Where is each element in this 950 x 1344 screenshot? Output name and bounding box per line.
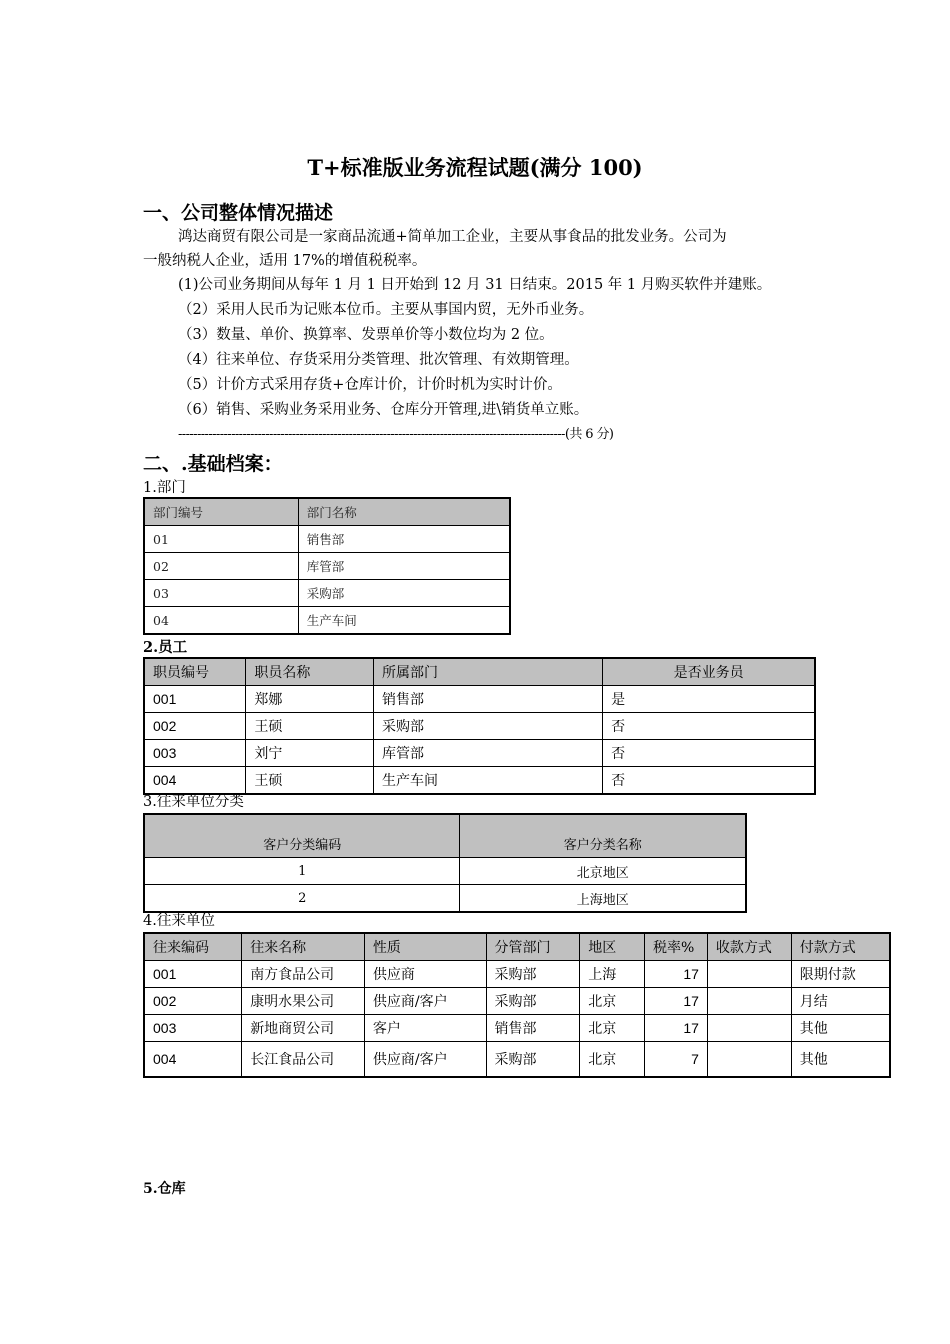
table-cell: 南方食品公司	[242, 961, 365, 988]
table-cell: 否	[603, 767, 815, 795]
table-cell: 02	[144, 553, 298, 580]
table-cell: 17	[644, 988, 707, 1015]
score-line: ------------------------------------------------------------------------------------------------------(共 6 分)	[178, 427, 614, 442]
table-cell: 王硕	[246, 713, 374, 740]
table-cell	[707, 961, 791, 988]
warehouse-label: 5.仓库	[143, 1181, 186, 1197]
header-cell: 客户分类名称	[460, 814, 746, 858]
partners-table	[143, 932, 891, 1078]
table-cell: 生产车间	[374, 767, 603, 795]
info-item-6: （6）销售、采购业务采用业务、仓库分开管理,进\销货单立账。	[178, 402, 589, 418]
table-cell: 002	[144, 988, 242, 1015]
table-cell: 03	[144, 580, 298, 607]
table-cell: 001	[144, 686, 246, 713]
dept-table	[143, 497, 511, 635]
table-cell: 其他	[791, 1015, 890, 1042]
table-cell: 长江食品公司	[242, 1042, 365, 1078]
table-cell: 04	[144, 607, 298, 635]
staff-table	[143, 657, 816, 795]
table-header-row	[144, 933, 890, 961]
table-cell: 北京	[580, 1015, 645, 1042]
info-item-5: （5）计价方式采用存货+仓库计价，计价时机为实时计价。	[178, 377, 562, 393]
table-cell: 库管部	[374, 740, 603, 767]
table-cell: 刘宁	[246, 740, 374, 767]
header-cell: 所属部门	[374, 658, 603, 686]
table-cell: 其他	[791, 1042, 890, 1078]
table-cell: 王硕	[246, 767, 374, 795]
header-cell: 往来编码	[144, 933, 242, 961]
table-cell	[707, 1015, 791, 1042]
table-row	[144, 767, 815, 795]
table-cell: 北京	[580, 988, 645, 1015]
table-cell: 北京	[580, 1042, 645, 1078]
table-cell: 供应商	[364, 961, 486, 988]
table-cell: 17	[644, 961, 707, 988]
table-cell: 销售部	[486, 1015, 580, 1042]
header-cell: 税率%	[644, 933, 707, 961]
table-cell: 限期付款	[791, 961, 890, 988]
intro-line-2: 一般纳税人企业，适用 17%的增值税税率。	[143, 253, 427, 269]
partner-class-table	[143, 813, 747, 913]
table-row	[144, 607, 510, 635]
table-cell: 003	[144, 1015, 242, 1042]
table-cell: 采购部	[374, 713, 603, 740]
header-cell: 分管部门	[486, 933, 580, 961]
header-cell: 职员名称	[246, 658, 374, 686]
table-cell: 销售部	[298, 526, 510, 553]
info-item-2: （2）采用人民币为记账本位币。主要从事国内贸，无外币业务。	[178, 302, 594, 318]
table-cell: 004	[144, 767, 246, 795]
table-cell: 新地商贸公司	[242, 1015, 365, 1042]
table-cell: 17	[644, 1015, 707, 1042]
table-row	[144, 988, 890, 1015]
table-cell: 康明水果公司	[242, 988, 365, 1015]
dept-label: 1.部门	[143, 480, 186, 496]
table-cell: 是	[603, 686, 815, 713]
page-title: T+标准版业务流程试题(满分 100)	[307, 155, 643, 180]
table-cell: 否	[603, 740, 815, 767]
intro-line-1: 鸿达商贸有限公司是一家商品流通+简单加工企业，主要从事食品的批发业务。公司为	[178, 229, 727, 245]
table-cell: 004	[144, 1042, 242, 1078]
table-cell: 7	[644, 1042, 707, 1078]
partner-class-label: 3.往来单位分类	[143, 794, 244, 810]
table-cell: 002	[144, 713, 246, 740]
table-row	[144, 740, 815, 767]
table-cell: 上海地区	[460, 885, 746, 913]
info-item-3: （3）数量、单价、换算率、发票单价等小数位均为 2 位。	[178, 327, 554, 343]
table-cell: 北京地区	[460, 858, 746, 885]
table-row	[144, 885, 746, 913]
table-cell: 库管部	[298, 553, 510, 580]
table-cell: 供应商/客户	[364, 1042, 486, 1078]
table-cell: 销售部	[374, 686, 603, 713]
table-cell	[707, 1042, 791, 1078]
table-cell: 供应商/客户	[364, 988, 486, 1015]
table-cell: 月结	[791, 988, 890, 1015]
table-cell: 采购部	[486, 988, 580, 1015]
header-cell: 客户分类编码	[144, 814, 460, 858]
section1-heading: 一、公司整体情况描述	[143, 202, 334, 224]
table-cell: 001	[144, 961, 242, 988]
header-cell: 是否业务员	[603, 658, 815, 686]
table-cell: 采购部	[486, 1042, 580, 1078]
info-item-4: （4）往来单位、存货采用分类管理、批次管理、有效期管理。	[178, 352, 579, 368]
table-cell	[707, 988, 791, 1015]
table-cell: 1	[144, 858, 460, 885]
header-cell: 地区	[580, 933, 645, 961]
partners-label: 4.往来单位	[143, 913, 215, 929]
header-cell: 收款方式	[707, 933, 791, 961]
table-row	[144, 553, 510, 580]
table-cell: 采购部	[486, 961, 580, 988]
table-row	[144, 1015, 890, 1042]
table-header-row	[144, 658, 815, 686]
header-cell: 部门名称	[298, 498, 510, 526]
info-item-1: (1)公司业务期间从每年 1 月 1 日开始到 12 月 31 日结束。2015 年 1 月购买软件并建账。	[178, 277, 772, 293]
table-row	[144, 961, 890, 988]
section2-heading: 二、.基础档案：	[143, 453, 283, 475]
table-row	[144, 580, 510, 607]
table-cell: 客户	[364, 1015, 486, 1042]
table-cell: 采购部	[298, 580, 510, 607]
header-cell: 职员编号	[144, 658, 246, 686]
table-header-row	[144, 814, 746, 858]
header-cell: 付款方式	[791, 933, 890, 961]
table-row	[144, 858, 746, 885]
table-cell: 郑娜	[246, 686, 374, 713]
header-cell: 性质	[364, 933, 486, 961]
staff-label: 2.员工	[143, 639, 188, 656]
table-row	[144, 526, 510, 553]
table-cell: 生产车间	[298, 607, 510, 635]
header-cell: 部门编号	[144, 498, 298, 526]
table-row	[144, 686, 815, 713]
table-cell: 上海	[580, 961, 645, 988]
table-cell: 003	[144, 740, 246, 767]
table-cell: 01	[144, 526, 298, 553]
table-row	[144, 1042, 890, 1078]
table-cell: 否	[603, 713, 815, 740]
header-cell: 往来名称	[242, 933, 365, 961]
table-cell: 2	[144, 885, 460, 913]
table-row	[144, 713, 815, 740]
table-header-row	[144, 498, 510, 526]
